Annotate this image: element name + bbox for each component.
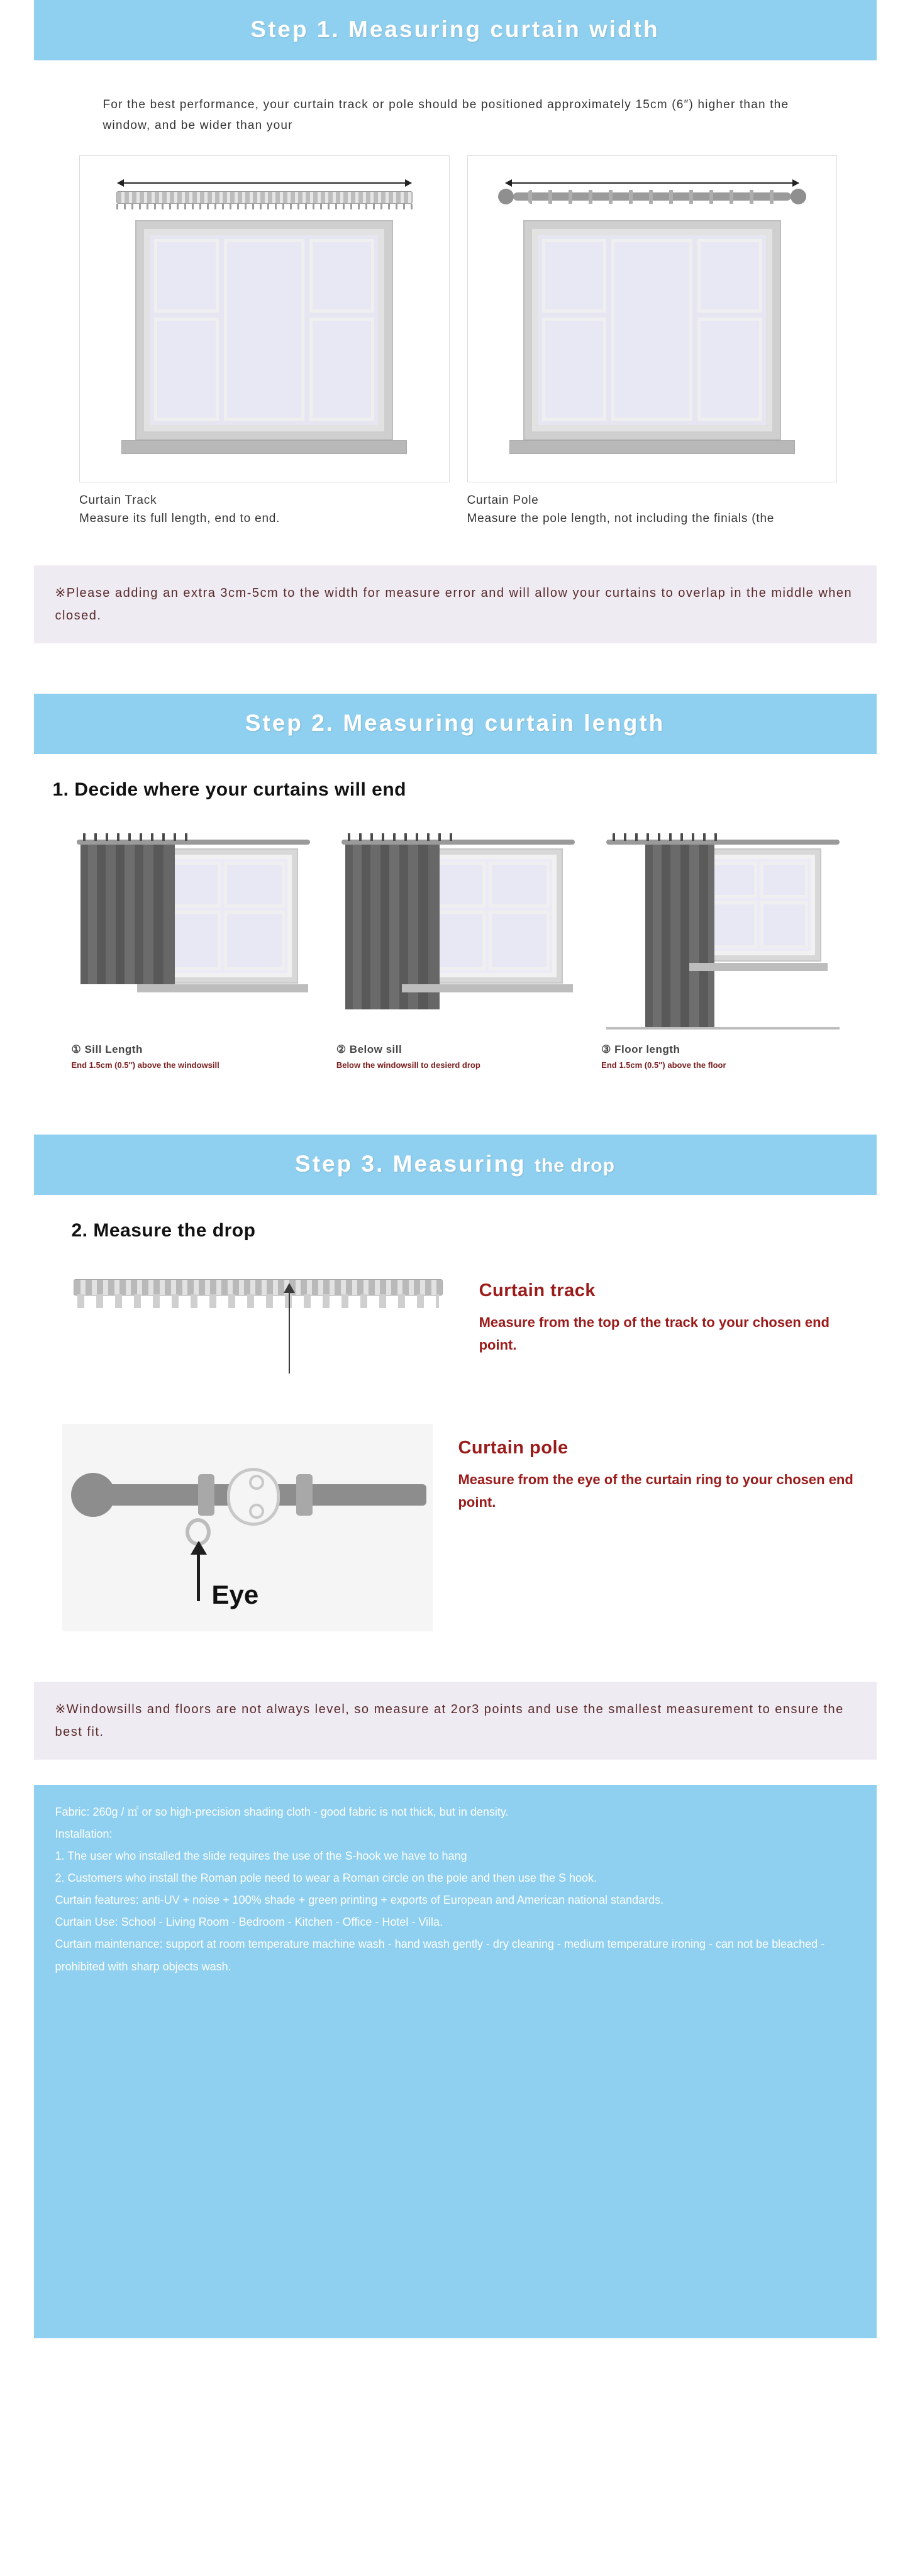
curtain-track-measure-text bbox=[479, 1267, 861, 1357]
below-sill-illustration bbox=[336, 826, 580, 1040]
window-pane bbox=[760, 862, 809, 898]
curtain-hooks-icon bbox=[83, 833, 196, 841]
curtain-hooks-icon bbox=[348, 833, 461, 841]
sill-length-label: ① Sill Length bbox=[71, 1043, 143, 1056]
window-panes bbox=[144, 229, 384, 431]
step3-banner-sub: the drop bbox=[534, 1155, 615, 1176]
track-hooks-icon bbox=[116, 204, 413, 209]
curtain-pole-desc: Measure the pole length, not including the finials (the bbox=[467, 511, 775, 525]
track-bar-icon bbox=[116, 191, 413, 204]
step2-section bbox=[34, 694, 877, 1072]
step3-banner-main: Step 3. Measuring bbox=[295, 1150, 526, 1177]
window-pane bbox=[709, 901, 757, 948]
pole-finial-left-icon bbox=[498, 189, 514, 204]
window-pane bbox=[489, 911, 550, 970]
option-sill-length bbox=[72, 826, 315, 1072]
eye-label: Eye bbox=[211, 1579, 259, 1609]
step1-notice: ※Please adding an extra 3cm-5cm to the width for measure error and will allow your curtains to overlap in the middle when closed. bbox=[34, 565, 877, 643]
floor-length-label: ③ Floor length bbox=[601, 1043, 680, 1056]
step2-heading: 1. Decide where your curtains will end bbox=[52, 779, 407, 801]
product-info-line: 2. Customers who install the Roman pole need to wear a Roman circle on the pole and then use the S hook. bbox=[55, 1872, 597, 1885]
sill-length-illustration bbox=[72, 826, 315, 1040]
sill-length-sub: End 1.5cm (0.5″) above the windowsill bbox=[71, 1060, 219, 1070]
step2-banner: Step 2. Measuring curtain length bbox=[34, 694, 877, 754]
curtain-fabric bbox=[80, 845, 175, 984]
window-pane bbox=[154, 239, 219, 313]
below-sill-sub: Below the windowsill to desierd drop bbox=[336, 1060, 480, 1070]
window-pane bbox=[611, 239, 692, 421]
window-pane bbox=[154, 318, 219, 421]
pole-finial-right-icon bbox=[791, 189, 806, 204]
curtain-pole-measure-body: Measure from the eye of the curtain ring to your chosen end point. bbox=[458, 1471, 853, 1511]
eye-arrow-icon bbox=[197, 1543, 200, 1601]
product-info-line: 1. The user who installed the slide requires the use of the S-hook we have to hang bbox=[55, 1850, 467, 1863]
pole-drawing bbox=[62, 1424, 433, 1631]
window-sill bbox=[121, 440, 407, 454]
curtain-pole-caption bbox=[467, 491, 838, 528]
window-pane bbox=[309, 318, 374, 421]
track-glider-icons bbox=[77, 1294, 439, 1308]
measure-arrow-icon bbox=[289, 1284, 290, 1374]
option-floor-length bbox=[601, 826, 845, 1072]
window-pane bbox=[697, 239, 762, 313]
product-info-line: Curtain maintenance: support at room temperature machine wash - hand wash gently - dry cleaning - medium temperature ironing - can not be bleached - prohibited with sharp objects wash. bbox=[55, 1938, 825, 1973]
curtain-track-illustration bbox=[79, 155, 450, 482]
curtain-track-measure-body: Measure from the top of the track to your chosen end point. bbox=[479, 1314, 830, 1353]
pole-rings-icon bbox=[528, 190, 777, 204]
curtain-hooks-icon bbox=[613, 833, 726, 841]
curtain-pole-diagram-column bbox=[467, 155, 838, 528]
measure-pole-row bbox=[50, 1424, 861, 1631]
curtain-ring-icon bbox=[198, 1474, 214, 1516]
window-frame bbox=[696, 848, 821, 962]
window-pane bbox=[542, 239, 607, 313]
window-pane bbox=[224, 862, 285, 908]
floor-line bbox=[606, 1027, 840, 1030]
product-info-line: Curtain features: anti-UV + noise + 100% shade + green printing + exports of European and American national standards. bbox=[55, 1894, 664, 1907]
track-drawing bbox=[62, 1267, 454, 1386]
window-pane bbox=[697, 318, 762, 421]
product-info-line: Installation: bbox=[55, 1827, 113, 1840]
window-pane bbox=[224, 239, 304, 421]
window-sill bbox=[137, 984, 308, 992]
curtain-pole-measure-title: Curtain pole bbox=[458, 1437, 569, 1458]
window-sill bbox=[689, 963, 828, 971]
window-pane bbox=[309, 239, 374, 313]
curtain-track-title: Curtain Track bbox=[79, 493, 157, 507]
window-pane bbox=[489, 862, 550, 908]
window-sill bbox=[402, 984, 573, 992]
product-info-section bbox=[34, 1785, 877, 2338]
step1-section bbox=[34, 0, 877, 643]
width-arrow-icon bbox=[118, 182, 411, 184]
width-arrow-icon bbox=[506, 182, 799, 184]
curtain-pole-illustration bbox=[467, 155, 838, 482]
measure-track-row bbox=[50, 1267, 861, 1386]
product-info-block bbox=[34, 1785, 877, 2338]
window-frame bbox=[135, 220, 393, 440]
window-panes bbox=[532, 229, 772, 431]
step1-diagram-row bbox=[73, 155, 837, 528]
curtain-pole-measure-text bbox=[458, 1424, 860, 1514]
curtain-track-desc: Measure its full length, end to end. bbox=[79, 511, 280, 525]
product-info-line: Curtain Use: School - Living Room - Bedroom - Kitchen - Office - Hotel - Villa. bbox=[55, 1916, 443, 1929]
window-frame bbox=[523, 220, 781, 440]
window-panes bbox=[702, 855, 815, 955]
step1-intro-text: For the best performance, your curtain track or pole should be positioned approximately 15cm (6″) higher than the window, and be wider than your bbox=[103, 98, 789, 133]
below-sill-label: ② Below sill bbox=[336, 1043, 402, 1056]
curtain-fabric bbox=[645, 845, 714, 1028]
option-below-sill bbox=[336, 826, 580, 1072]
curtain-track-caption bbox=[79, 491, 450, 528]
curtain-track-measure-title: Curtain track bbox=[479, 1280, 596, 1301]
pole-finial-icon bbox=[71, 1473, 115, 1517]
curtain-track-measure-illustration bbox=[62, 1267, 454, 1386]
step1-banner: Step 1. Measuring curtain width bbox=[34, 0, 877, 60]
floor-length-sub: End 1.5cm (0.5″) above the floor bbox=[601, 1060, 726, 1070]
step3-heading: 2. Measure the drop bbox=[71, 1219, 256, 1241]
track-bar-icon bbox=[74, 1279, 443, 1296]
step2-options-row bbox=[65, 826, 845, 1072]
product-info-line: Fabric: 260g / ㎡ or so high-precision shading cloth - good fabric is not thick, but in density. bbox=[55, 1805, 509, 1818]
window-pane bbox=[709, 862, 757, 898]
curtain-pole-measure-illustration bbox=[62, 1424, 433, 1631]
window-pane bbox=[224, 911, 285, 970]
curtain-track-diagram-column bbox=[79, 155, 450, 528]
step3-notice: ※Windowsills and floors are not always level, so measure at 2or3 points and use the smallest measurement to ensure the best fit. bbox=[34, 1682, 877, 1760]
window-sill bbox=[509, 440, 795, 454]
floor-length-illustration bbox=[601, 826, 845, 1040]
curtain-ring-icon bbox=[296, 1474, 313, 1516]
window-pane bbox=[760, 901, 809, 948]
pole-bracket-icon bbox=[227, 1468, 280, 1526]
step3-banner bbox=[34, 1135, 877, 1195]
window-pane bbox=[542, 318, 607, 421]
curtain-pole-title: Curtain Pole bbox=[467, 493, 539, 507]
step3-section bbox=[34, 1135, 877, 1760]
